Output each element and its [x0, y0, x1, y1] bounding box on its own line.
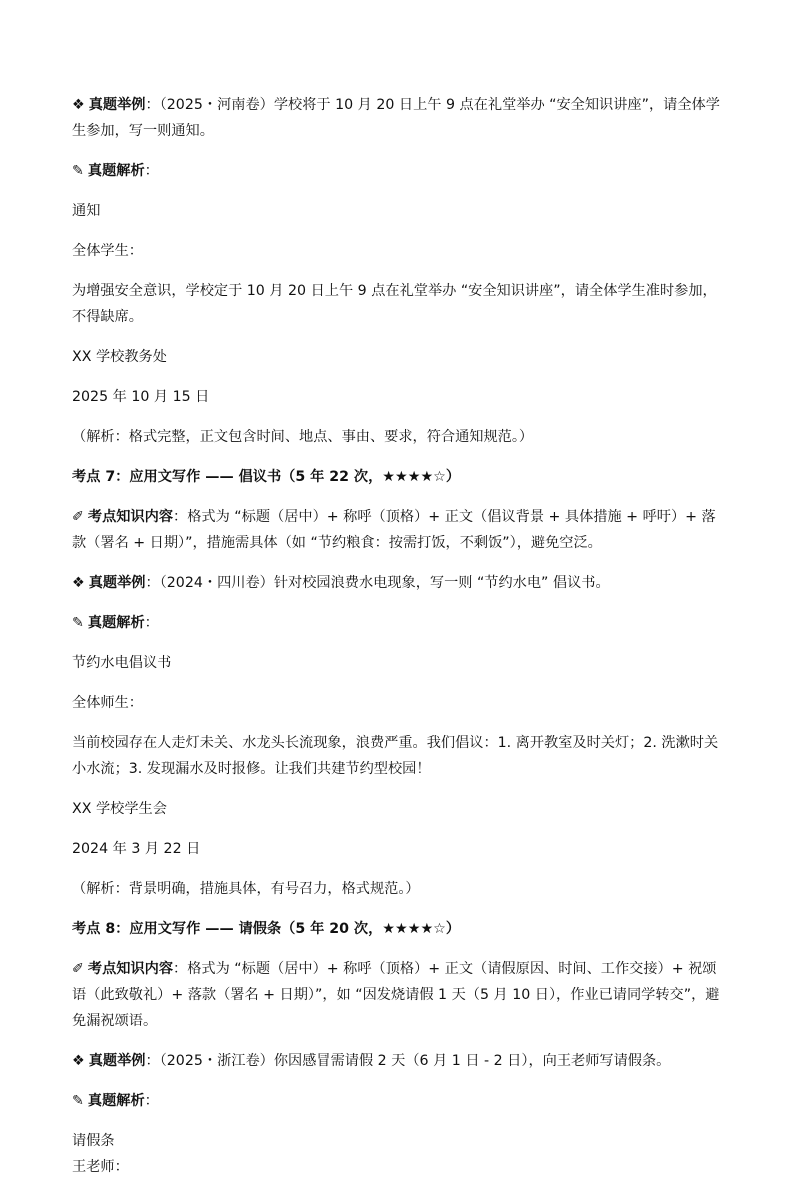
knowledge-label: 考点知识内容	[87, 961, 174, 977]
analysis-heading	[72, 158, 728, 184]
section-heading-7: 考点 7：应用文写作 —— 倡议书（5 年 22 次，★★★★☆）	[72, 469, 461, 485]
analysis-colon: ：	[144, 615, 159, 631]
pencil-icon: ✐	[72, 961, 84, 977]
proposal-analysis: （解析：背景明确，措施具体，有号召力，格式规范。）	[72, 881, 420, 897]
pencil-icon: ✎	[72, 1093, 84, 1109]
document-page	[72, 92, 728, 1180]
example-text: ：（2024・四川卷）针对校园浪费水电现象，写一则 “节约水电” 倡议书。	[145, 575, 610, 591]
proposal-salutation: 全体师生：	[72, 695, 143, 711]
leave-note-title: 请假条	[72, 1133, 115, 1149]
notice-salutation: 全体学生：	[72, 243, 143, 259]
analysis-label: 真题解析	[87, 163, 145, 179]
notice-analysis: （解析：格式完整，正文包含时间、地点、事由、要求，符合通知规范。）	[72, 429, 534, 445]
knowledge-content-7	[72, 504, 728, 556]
diamond-bullet-icon: ❖	[72, 575, 85, 591]
analysis-heading	[72, 610, 728, 636]
notice-body: 为增强安全意识，学校定于 10 月 20 日上午 9 点在礼堂举办 “安全知识讲座”，请全体学生准时参加，不得缺席。	[72, 283, 717, 325]
pencil-icon: ✎	[72, 163, 84, 179]
example-2025-henan	[72, 92, 728, 144]
proposal-title: 节约水电倡议书	[72, 655, 172, 671]
knowledge-text: ：格式为 “标题（居中）+ 称呼（顶格）+ 正文（倡议背景 + 具体措施 + 呼吁）+ 落款（署名 + 日期）”，措施需具体（如 “节约粮食：按需打饭，不剩饭”），避免空泛。	[72, 509, 716, 551]
section-heading-8: 考点 8：应用文写作 —— 请假条（5 年 20 次，★★★★☆）	[72, 921, 461, 937]
analysis-label: 真题解析	[87, 1093, 145, 1109]
proposal-body: 当前校园存在人走灯未关、水龙头长流现象，浪费严重。我们倡议：1. 离开教室及时关灯；2. 洗漱时关小水流；3. 发现漏水及时报修。让我们共建节约型校园！	[72, 735, 719, 777]
analysis-label: 真题解析	[87, 615, 145, 631]
example-2024-sichuan	[72, 570, 728, 596]
proposal-signature: XX 学校学生会	[72, 801, 167, 817]
analysis-heading	[72, 1088, 728, 1114]
example-text: ：（2025・河南卷）学校将于 10 月 20 日上午 9 点在礼堂举办 “安全知识讲座”，请全体学生参加，写一则通知。	[72, 97, 720, 139]
example-text: ：（2025・浙江卷）你因感冒需请假 2 天（6 月 1 日 - 2 日），向王老师写请假条。	[145, 1053, 671, 1069]
example-label: 真题举例	[88, 97, 146, 113]
diamond-bullet-icon: ❖	[72, 97, 85, 113]
notice-title: 通知	[72, 203, 101, 219]
diamond-bullet-icon: ❖	[72, 1053, 85, 1069]
knowledge-text: ：格式为 “标题（居中）+ 称呼（顶格）+ 正文（请假原因、时间、工作交接）+ 祝颂语（此致敬礼）+ 落款（署名 + 日期）”，如 “因发烧请假 1 天（5 月 10 日），作业已请同学转交”，避免漏祝颂语。	[72, 961, 720, 1029]
proposal-date: 2024 年 3 月 22 日	[72, 841, 201, 857]
pencil-icon: ✐	[72, 509, 84, 525]
example-2025-zhejiang	[72, 1048, 728, 1074]
analysis-colon: ：	[144, 163, 159, 179]
pencil-icon: ✎	[72, 615, 84, 631]
knowledge-label: 考点知识内容	[87, 509, 174, 525]
notice-signature: XX 学校教务处	[72, 349, 167, 365]
leave-note-salutation: 王老师：	[72, 1159, 129, 1175]
knowledge-content-8	[72, 956, 728, 1034]
example-label: 真题举例	[88, 1053, 146, 1069]
analysis-colon: ：	[144, 1093, 159, 1109]
example-label: 真题举例	[88, 575, 146, 591]
notice-date: 2025 年 10 月 15 日	[72, 389, 210, 405]
